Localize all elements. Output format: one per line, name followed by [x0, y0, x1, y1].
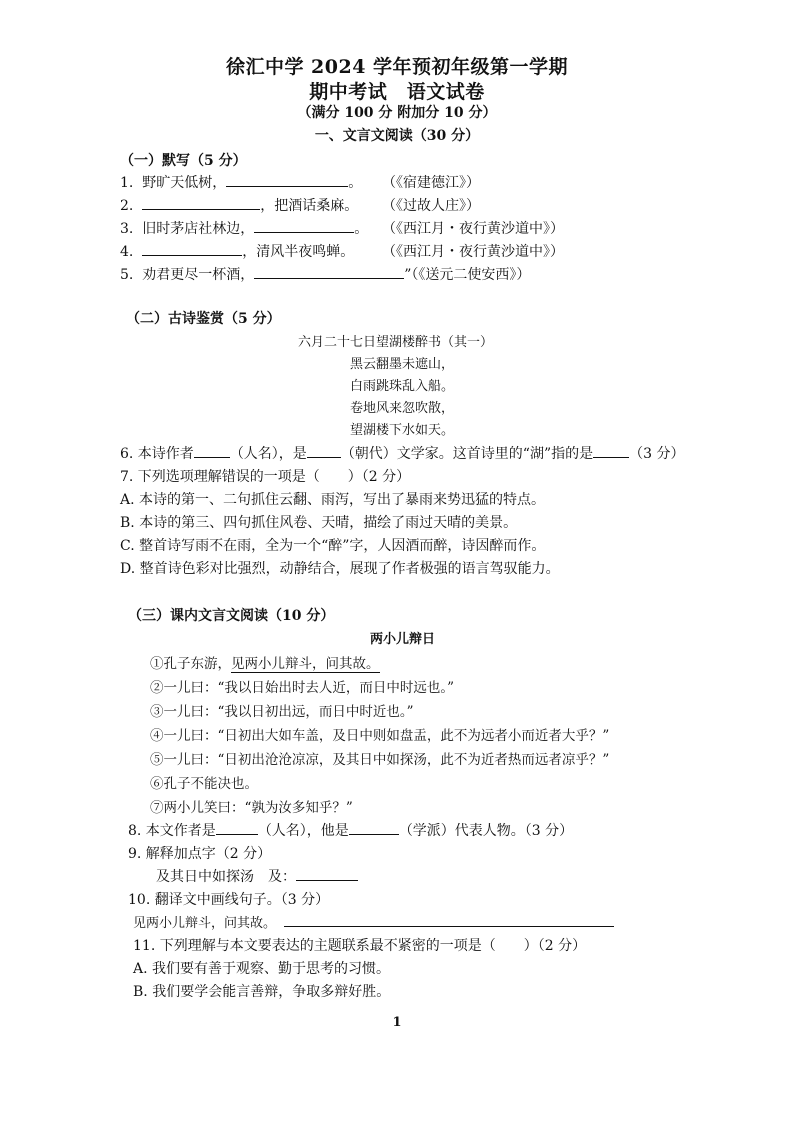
passage-para-3: ③一儿曰：“我以日初出远，而日中时近也。” — [150, 704, 414, 720]
question-6: 6. 本诗作者 （人名），是 （朝代）文学家。这首诗里的“湖”指的是 （3 分） — [120, 443, 685, 463]
para-number: ① — [150, 656, 164, 672]
question-1: 1. 野旷天低树， 。 — [120, 172, 362, 192]
answer-blank[interactable] — [254, 218, 354, 233]
verse-text: ，清风半夜鸣蝉。 — [242, 244, 355, 260]
text-title: 两小儿辩日 — [370, 632, 436, 647]
answer-blank[interactable] — [307, 443, 341, 458]
answer-blank[interactable] — [349, 820, 399, 835]
q11-option-b[interactable]: B. 我们要学会能言善辩，争取多辩好胜。 — [133, 984, 391, 1000]
para-number: ⑦ — [150, 800, 164, 816]
answer-blank[interactable] — [142, 241, 242, 256]
answer-blank[interactable] — [216, 820, 258, 835]
answer-blank[interactable] — [593, 443, 629, 458]
question-8: 8. 本文作者是 （人名），他是 （学派）代表人物。（3 分） — [128, 820, 573, 840]
verse-text: 野旷天低树， — [142, 175, 227, 191]
option-d[interactable]: D. 整首诗色彩对比强烈，动静结合，展现了作者极强的语言驾驭能力。 — [120, 561, 560, 577]
source-1: （《宿建德江》） — [382, 175, 480, 191]
part-heading: 一、文言文阅读（30 分） — [314, 128, 480, 144]
question-number: 5. — [120, 267, 134, 283]
question-number: 3. — [120, 221, 134, 237]
para-number: ② — [150, 680, 164, 696]
passage-para-1: ①孔子东游，见两小儿辩斗，问其故。 — [150, 656, 380, 672]
question-number: 2. — [120, 198, 134, 214]
option-a[interactable]: A. 本诗的第一、二句抓住云翻、雨泻，写出了暴雨来势迅猛的特点。 — [120, 492, 546, 508]
para-number: ③ — [150, 704, 164, 720]
exam-title-line2: 期中考试 语文试卷 — [309, 81, 485, 103]
question-number: 4. — [120, 244, 134, 260]
section-title-poem: （二）古诗鉴赏（5 分） — [126, 311, 281, 327]
option-b[interactable]: B. 本诗的第三、四句抓住风卷、天晴，描绘了雨过天晴的美景。 — [120, 515, 518, 531]
verse-text: 劝君更尽一杯酒， — [142, 267, 255, 283]
answer-blank[interactable] — [284, 912, 614, 927]
passage-para-6: ⑥孔子不能决也。 — [150, 776, 258, 792]
poem-title: 六月二十七日望湖楼醉书（其一） — [298, 335, 494, 350]
source-4: （《西江月・夜行黄沙道中》） — [382, 244, 564, 260]
para-number: ⑤ — [150, 752, 164, 768]
passage-para-5: ⑤一儿曰：“日初出沧沧凉凉，及其日中如探汤，此不为近者热而远者凉乎？” — [150, 752, 610, 768]
answer-blank[interactable] — [194, 443, 230, 458]
poem-line-3: 卷地风来忽吹散， — [350, 401, 455, 416]
question-4 — [120, 241, 354, 261]
question-2 — [120, 195, 358, 215]
answer-blank[interactable] — [142, 195, 260, 210]
exam-score-info: （满分 100 分 附加分 10 分） — [297, 105, 497, 121]
question-9: 9. 解释加点字（2 分） — [128, 846, 272, 862]
poem-line-4: 望湖楼下水如天。 — [350, 423, 455, 438]
question-number: 1. — [120, 175, 134, 191]
question-7: 7. 下列选项理解错误的一项是（ ）（2 分） — [120, 469, 411, 485]
poem-line-1: 黑云翻墨未遮山， — [350, 357, 455, 372]
question-11: 11. 下列理解与本文要表达的主题联系最不紧密的一项是（ ）（2 分） — [133, 938, 587, 954]
verse-text: 旧时茅店社林边， — [142, 221, 255, 237]
question-3: 3. 旧时茅店社林边， 。 — [120, 218, 368, 238]
passage-para-2: ②一儿曰：“我以日始出时去人近，而日中时远也。” — [150, 680, 455, 696]
para-number: ⑥ — [150, 776, 164, 792]
page-number: 1 — [392, 1015, 402, 1030]
section-title-classical: （三）课内文言文阅读（10 分） — [128, 608, 335, 624]
source-3: （《西江月・夜行黄沙道中》） — [382, 221, 564, 237]
question-10: 10. 翻译文中画线句子。（3 分） — [128, 892, 330, 908]
verse-text: ，把酒话桑麻。 — [260, 198, 359, 214]
exam-title-line1: 徐汇中学 2024 学年预初年级第一学期 — [225, 56, 569, 78]
underlined-sentence: 见两小儿辩斗，问其故。 — [231, 656, 380, 672]
q11-option-a[interactable]: A. 我们要有善于观察、勤于思考的习惯。 — [133, 961, 391, 977]
question-10-item: 见两小儿辩斗，问其故。 — [133, 912, 614, 931]
passage-para-4: ④一儿曰：“日初出大如车盖，及日中则如盘盂，此不为远者小而近者大乎？” — [150, 728, 610, 744]
answer-blank[interactable] — [254, 264, 404, 279]
section-title-dictation: （一）默写（5 分） — [120, 153, 247, 169]
question-5: 5. 劝君更尽一杯酒， ”（《送元二使安西》） — [120, 264, 530, 284]
answer-blank[interactable] — [296, 866, 358, 881]
option-c[interactable]: C. 整首诗写雨不在雨，全为一个“醉”字，人因酒而醉，诗因醉而作。 — [120, 538, 546, 554]
passage-para-7: ⑦两小儿笑曰：“孰为汝多知乎？” — [150, 800, 353, 816]
question-9-item: 及其日中如探汤 及： — [156, 866, 358, 886]
poem-line-2: 白雨跳珠乱入船。 — [350, 379, 455, 394]
answer-blank[interactable] — [226, 172, 348, 187]
para-number: ④ — [150, 728, 164, 744]
source-2: （《过故人庄》） — [382, 198, 480, 214]
